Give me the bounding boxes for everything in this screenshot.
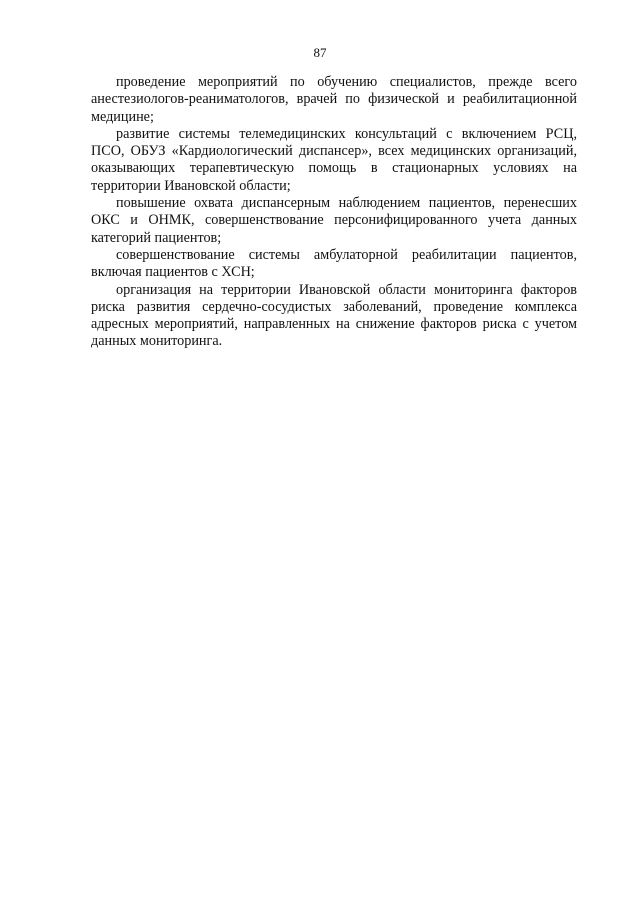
page-number: 87 <box>313 45 327 60</box>
paragraph-telemedicine: развитие системы телемедицинских консультаций с включением РСЦ, ПСО, ОБУЗ «Кардиологический диспансер», всех медицинских организаций, оказывающих терапевтическую помощь в стационарных условиях на территории Ивановской области; <box>91 125 577 194</box>
paragraph-risk-monitoring: организация на территории Ивановской области мониторинга факторов риска развития сердечно-сосудистых заболеваний, проведение комплекса адресных мероприятий, направленных на снижение факторов риска с учетом данных мониторинга. <box>91 281 577 350</box>
paragraph-dispensary-observation: повышение охвата диспансерным наблюдением пациентов, перенесших ОКС и ОНМК, совершенствование персонифицированного учета данных категорий пациентов; <box>91 195 577 246</box>
paragraph-outpatient-rehabilitation: совершенствование системы амбулаторной реабилитации пациентов, включая пациентов с ХСН; <box>91 246 577 281</box>
paragraph-specialist-training: проведение мероприятий по обучению специалистов, прежде всего анестезиологов-реаниматологов, врачей по физической и реабилитационной медицине; <box>91 74 577 125</box>
document-body <box>91 74 577 351</box>
